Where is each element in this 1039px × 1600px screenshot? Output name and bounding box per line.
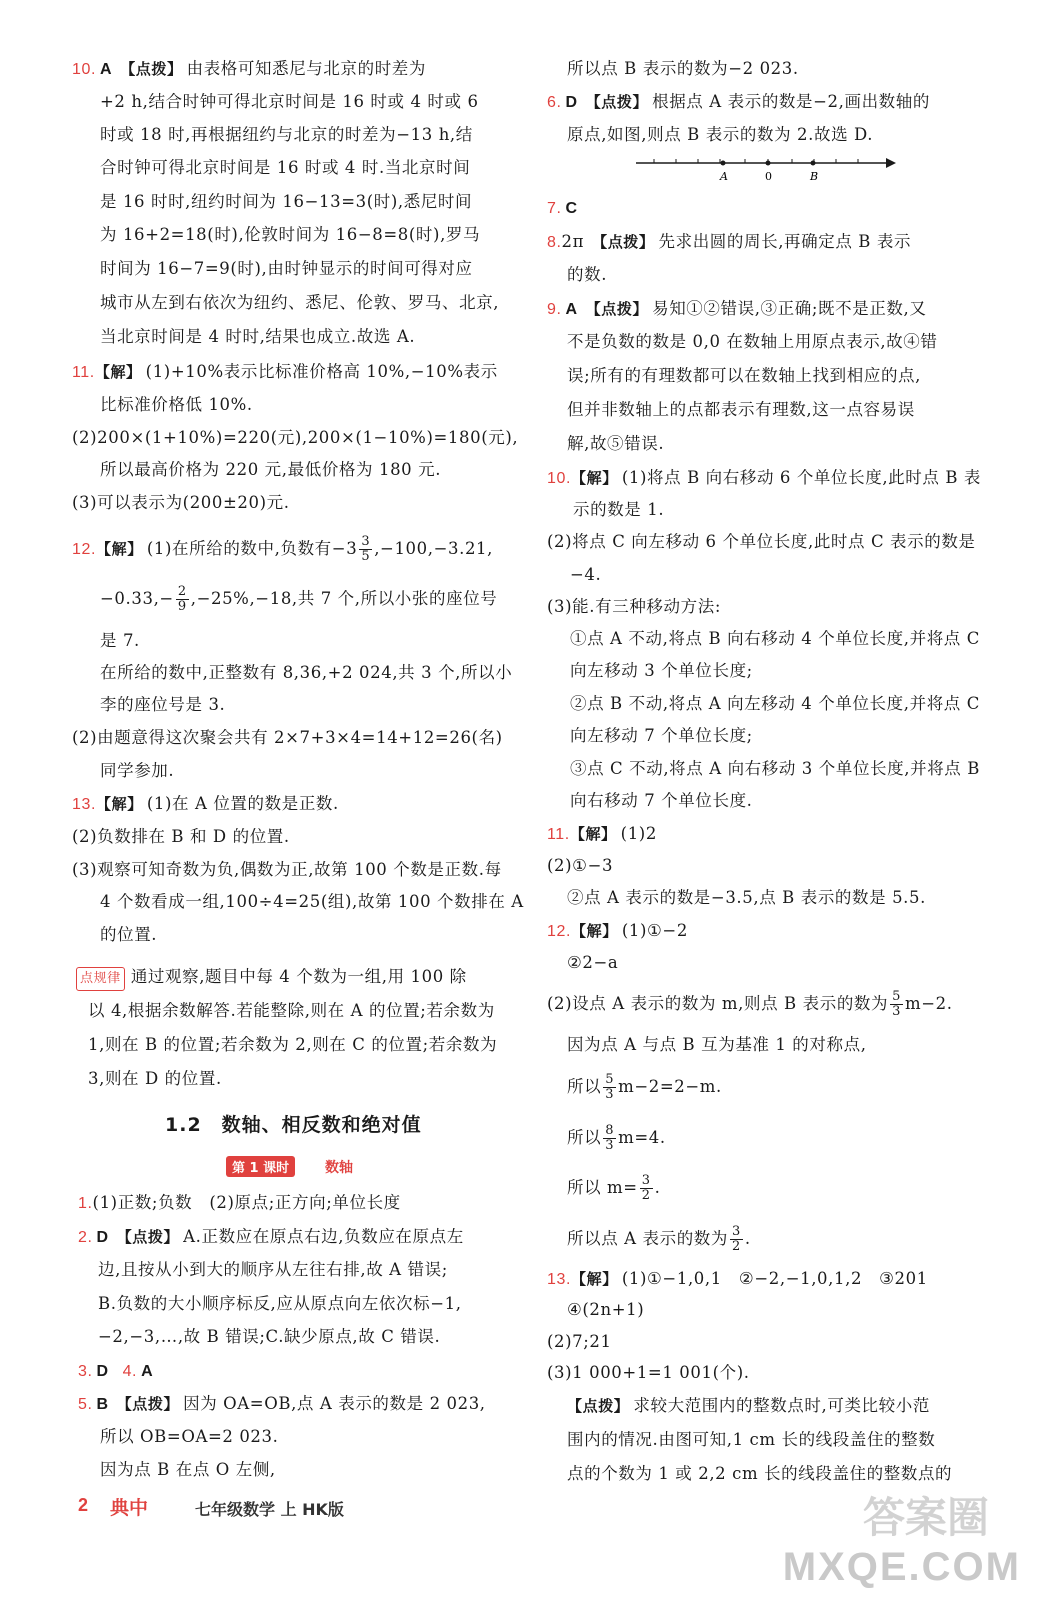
fraction: $\frac{2}{9}$ (177, 584, 187, 614)
question-number: 10. (72, 61, 97, 78)
label-b: B (810, 170, 819, 183)
text-line: 向左移动 7 个单位长度; (570, 726, 753, 745)
watermark-logo: 答案圈 (862, 1493, 989, 1542)
question-number: 12. (547, 923, 572, 940)
text-line: 时或 18 时,再根据纽约与北京的时差为−13 h,结 (100, 125, 473, 144)
point-origin (766, 161, 771, 166)
solution-tag: 【解】 (571, 922, 618, 940)
q13-line-1: 13.【解】 (1)①−1,0,1 ②−2,−1,0,1,2 ③201 (547, 1269, 928, 1288)
answer-value: 2π (561, 232, 585, 251)
hint-tag: 【点拨】 (116, 1395, 180, 1413)
text-line: 边,且按从小到大的顺序从左往右排,故 A 错误; (98, 1260, 448, 1279)
text-line: (3)能.有三种移动方法: (547, 597, 721, 616)
text-line: 因为点 B 在点 O 左侧, (100, 1460, 276, 1479)
text-line: ④(2n+1) (567, 1300, 645, 1319)
q7-line (547, 197, 586, 220)
solution-tag: 【解】 (96, 795, 143, 813)
text-line: 合时钟可得北京时间是 16 时或 4 时.当北京时间 (100, 158, 471, 177)
hint-tag: 【点拨】 (116, 1228, 180, 1246)
text-line: (2)由题意得这次聚会共有 2×7+3×4=14+12=26(名) (72, 728, 503, 747)
question-number: 13. (72, 796, 97, 813)
text-line: (2)将点 C 向左移动 6 个单位长度,此时点 C 表示的数是 (547, 532, 976, 551)
text-line: ②点 B 不动,将点 A 向左移动 4 个单位长度,并将点 C (570, 694, 980, 713)
hint-tag: 【点拨】 (120, 60, 183, 78)
answer-letter: A (565, 301, 578, 318)
text-line: 点的个数为 1 或 2,2 cm 长的线段盖住的整数点的 (567, 1464, 953, 1483)
solution-tag: 【解】 (571, 469, 618, 487)
question-number: 7. (547, 200, 562, 217)
book-title: 七年级数学 上 HK版 (195, 1500, 344, 1519)
text-line: 为 16+2=18(时),伦敦时间为 16−8=8(时),罗马 (100, 225, 481, 244)
text-line: −2,−3,…,故 B 错误;C.缺少原点,故 C 错误. (98, 1327, 441, 1346)
q1-line: 1.(1)正数;负数 (2)原点;正方向;单位长度 (78, 1193, 401, 1212)
text-line: ②点 A 表示的数是−3.5,点 B 表示的数是 5.5. (567, 888, 926, 907)
solution-tag: 【解】 (571, 1270, 618, 1288)
text-line: 解,故⑤错误. (567, 434, 665, 453)
answer-letter: C (565, 200, 578, 217)
q2-line-1: 2. D 【点拨】 A.正数应在原点右边,负数应在原点左 (78, 1227, 464, 1246)
text-line: 城市从左到右依次为纽约、悉尼、伦敦、罗马、北京, (100, 293, 500, 312)
hint-tag: 【点拨】 (585, 93, 649, 111)
text-line: (3)1 000+1=1 001(个). (547, 1363, 750, 1382)
question-number: 11. (547, 826, 570, 843)
q12-line-8: 所以点 A 表示的数为 $\frac{3}{2}$ . (567, 1224, 751, 1254)
text-line: 李的座位号是 3. (100, 695, 226, 714)
text-line: 时间为 16−7=9(时),由时钟显示的时间可得对应 (100, 259, 473, 278)
solution-tag: 【解】 (94, 363, 142, 381)
q13-note-line-1: 【点拨】 求较大范围内的整数点时,可类比较小范 (567, 1396, 930, 1415)
q6-line-1: 6. D 【点拨】 根据点 A 表示的数是−2,画出数轴的 (547, 92, 930, 111)
point-b (811, 161, 816, 166)
text-line: 的数. (567, 265, 608, 284)
text-line: 向左移动 3 个单位长度; (570, 661, 753, 680)
text-line: 误;所有的有理数都可以在数轴上找到相应的点, (567, 366, 922, 385)
point-a (721, 161, 726, 166)
rule-badge: 点规律 (76, 967, 125, 991)
text-line: (2)①−3 (547, 856, 614, 875)
solution-tag: 【解】 (96, 540, 143, 558)
page-number: 2 (78, 1495, 89, 1515)
text-line: 不是负数的数是 0,0 在数轴上用原点表示,故④错 (567, 332, 938, 351)
q12-line-7: 所以 m= $\frac{3}{2}$ . (567, 1173, 661, 1203)
lesson-badge: 第 1 课时 (226, 1156, 295, 1177)
text-line: 1,则在 B 的位置;若余数为 2,则在 C 的位置;若余数为 (88, 1035, 498, 1054)
hint-tag: 【点拨】 (585, 300, 649, 318)
text-line: 在所给的数中,正整数有 8,36,+2 024,共 3 个,所以小 (100, 663, 513, 682)
q10-line-1: 10.【解】 (1)将点 B 向右移动 6 个单位长度,此时点 B 表 (547, 468, 981, 487)
label-origin: 0 (765, 170, 772, 183)
q12-line-6: 所以 $\frac{8}{3}$ m=4. (567, 1123, 666, 1153)
q12-line-1: 12.【解】 (1)①−2 (547, 921, 688, 940)
text-line: 示的数是 1. (573, 500, 665, 519)
q12-line-1: 12.【解】 (1)在所给的数中,负数有−3 $\frac{3}{5}$ ,−100,−3.21, (72, 534, 494, 564)
q12-line-3: (2)设点 A 表示的数为 m,则点 B 表示的数为 $\frac{5}{3}$ m−2. (547, 989, 953, 1019)
text-line: +2 h,结合时钟可得北京时间是 16 时或 4 时或 6 (100, 92, 479, 111)
text-line: (3)观察可知奇数为负,偶数为正,故第 100 个数是正数.每 (72, 860, 502, 879)
book-logo: 典中 (110, 1497, 149, 1519)
lesson-name: 数轴 (325, 1160, 353, 1176)
text-line: −4. (570, 565, 602, 584)
answer-letter: D (96, 1229, 109, 1246)
text-line: ③点 C 不动,将点 A 向右移动 3 个单位长度,并将点 B (570, 759, 980, 778)
text-line: 是 16 时时,纽约时间为 16−13=3(时),悉尼时间 (100, 192, 473, 211)
rule-note-line-1: 点规律 通过观察,题目中每 4 个数为一组,用 100 除 (76, 966, 467, 991)
text-line: 比标准价格低 10%. (100, 395, 253, 414)
answer-letter: A (141, 1363, 154, 1380)
hint-tag: 【点拨】 (592, 233, 655, 251)
question-number: 5. (78, 1396, 93, 1413)
text-line: (2)负数排在 B 和 D 的位置. (72, 827, 290, 846)
question-number: 12. (72, 541, 97, 558)
text-line: 4 个数看成一组,100÷4=25(组),故第 100 个数排在 A (100, 892, 524, 911)
q8-line-1: 8.2π 【点拨】 先求出圆的周长,再确定点 B 表示 (547, 232, 912, 251)
fraction: $\frac{5}{3}$ (605, 1072, 615, 1102)
question-number: 8. (547, 234, 562, 251)
text-line: 同学参加. (100, 761, 175, 780)
q11-line-1: 11.【解】 (1)2 (547, 824, 657, 843)
text-line: 的位置. (100, 925, 158, 944)
question-number: 1. (78, 1195, 93, 1212)
fraction: $\frac{3}{2}$ (641, 1173, 651, 1203)
axis-arrow-icon (886, 158, 896, 168)
text-line: 向右移动 7 个单位长度. (570, 791, 753, 810)
text-line: (3)可以表示为(200±20)元. (72, 493, 290, 512)
number-line-figure (630, 152, 900, 186)
question-number: 9. (547, 301, 562, 318)
text-line: 以 4,根据余数解答.若能整除,则在 A 的位置;若余数为 (88, 1001, 495, 1020)
fraction: $\frac{3}{5}$ (361, 534, 371, 564)
hint-tag: 【点拨】 (567, 1397, 630, 1415)
text-line: 围内的情况.由图可知,1 cm 长的线段盖住的整数 (567, 1430, 936, 1449)
text-line: ②2−a (567, 953, 619, 972)
q3-q4-line: 3. D 4. A (78, 1363, 154, 1380)
answer-letter: A (100, 61, 113, 78)
q11-line-1: 11.【解】 (1)+10%表示比标准价格高 10%,−10%表示 (72, 362, 498, 381)
label-a: A (720, 170, 728, 183)
q12-line-5: 所以 $\frac{5}{3}$ m−2=2−m. (567, 1072, 722, 1102)
text-line: 所以最高价格为 220 元,最低价格为 180 元. (100, 460, 442, 479)
text-line: (2)200×(1+10%)=220(元),200×(1−10%)=180(元), (72, 428, 519, 447)
answer-letter: B (96, 1396, 109, 1413)
text-line: 所以点 B 表示的数为−2 023. (567, 59, 799, 78)
question-number: 11. (72, 364, 95, 381)
q13-line-1: 13.【解】 (1)在 A 位置的数是正数. (72, 794, 339, 813)
text-line: 因为点 A 与点 B 互为基准 1 的对称点, (567, 1035, 867, 1054)
text-line: ①点 A 不动,将点 B 向右移动 4 个单位长度,并将点 C (570, 629, 980, 648)
q9-line-1: 9. A 【点拨】 易知①②错误,③正确;既不是正数,又 (547, 299, 927, 318)
question-number: 13. (547, 1271, 572, 1288)
text-line: 当北京时间是 4 时时,结果也成立.故选 A. (100, 327, 416, 346)
text-line: 但并非数轴上的点都表示有理数,这一点容易误 (567, 400, 915, 419)
answer-letter: D (565, 94, 578, 111)
text-line: 是 7. (100, 631, 140, 650)
fraction: $\frac{3}{2}$ (732, 1224, 741, 1254)
text-line: 3,则在 D 的位置. (88, 1069, 222, 1088)
question-number: 10. (547, 470, 572, 487)
text-line: 所以 OB=OA=2 023. (100, 1427, 279, 1446)
q12-line-2: −0.33,− $\frac{2}{9}$ ,−25%,−18,共 7 个,所以小张的座位号 (100, 584, 498, 614)
section-title: 1.2 数轴、相反数和绝对值 (165, 1114, 422, 1136)
watermark: MXQE.COM (782, 1545, 1021, 1589)
text-line: (2)7;21 (547, 1332, 612, 1351)
text-line: B.负数的大小顺序标反,应从原点向左依次标−1, (98, 1294, 462, 1313)
text-line: 原点,如图,则点 B 表示的数为 2.故选 D. (567, 125, 874, 144)
question-number: 6. (547, 94, 562, 111)
fraction: $\frac{5}{3}$ (892, 989, 902, 1019)
solution-tag: 【解】 (569, 825, 617, 843)
fraction: $\frac{8}{3}$ (605, 1123, 615, 1153)
q5-line-1: 5. B 【点拨】 因为 OA=OB,点 A 表示的数是 2 023, (78, 1394, 486, 1413)
q10-line-1: 10. A 【点拨】 由表格可知悉尼与北京的时差为 (72, 59, 427, 78)
question-number: 2. (78, 1229, 93, 1246)
answer-letter: D (96, 1363, 109, 1380)
